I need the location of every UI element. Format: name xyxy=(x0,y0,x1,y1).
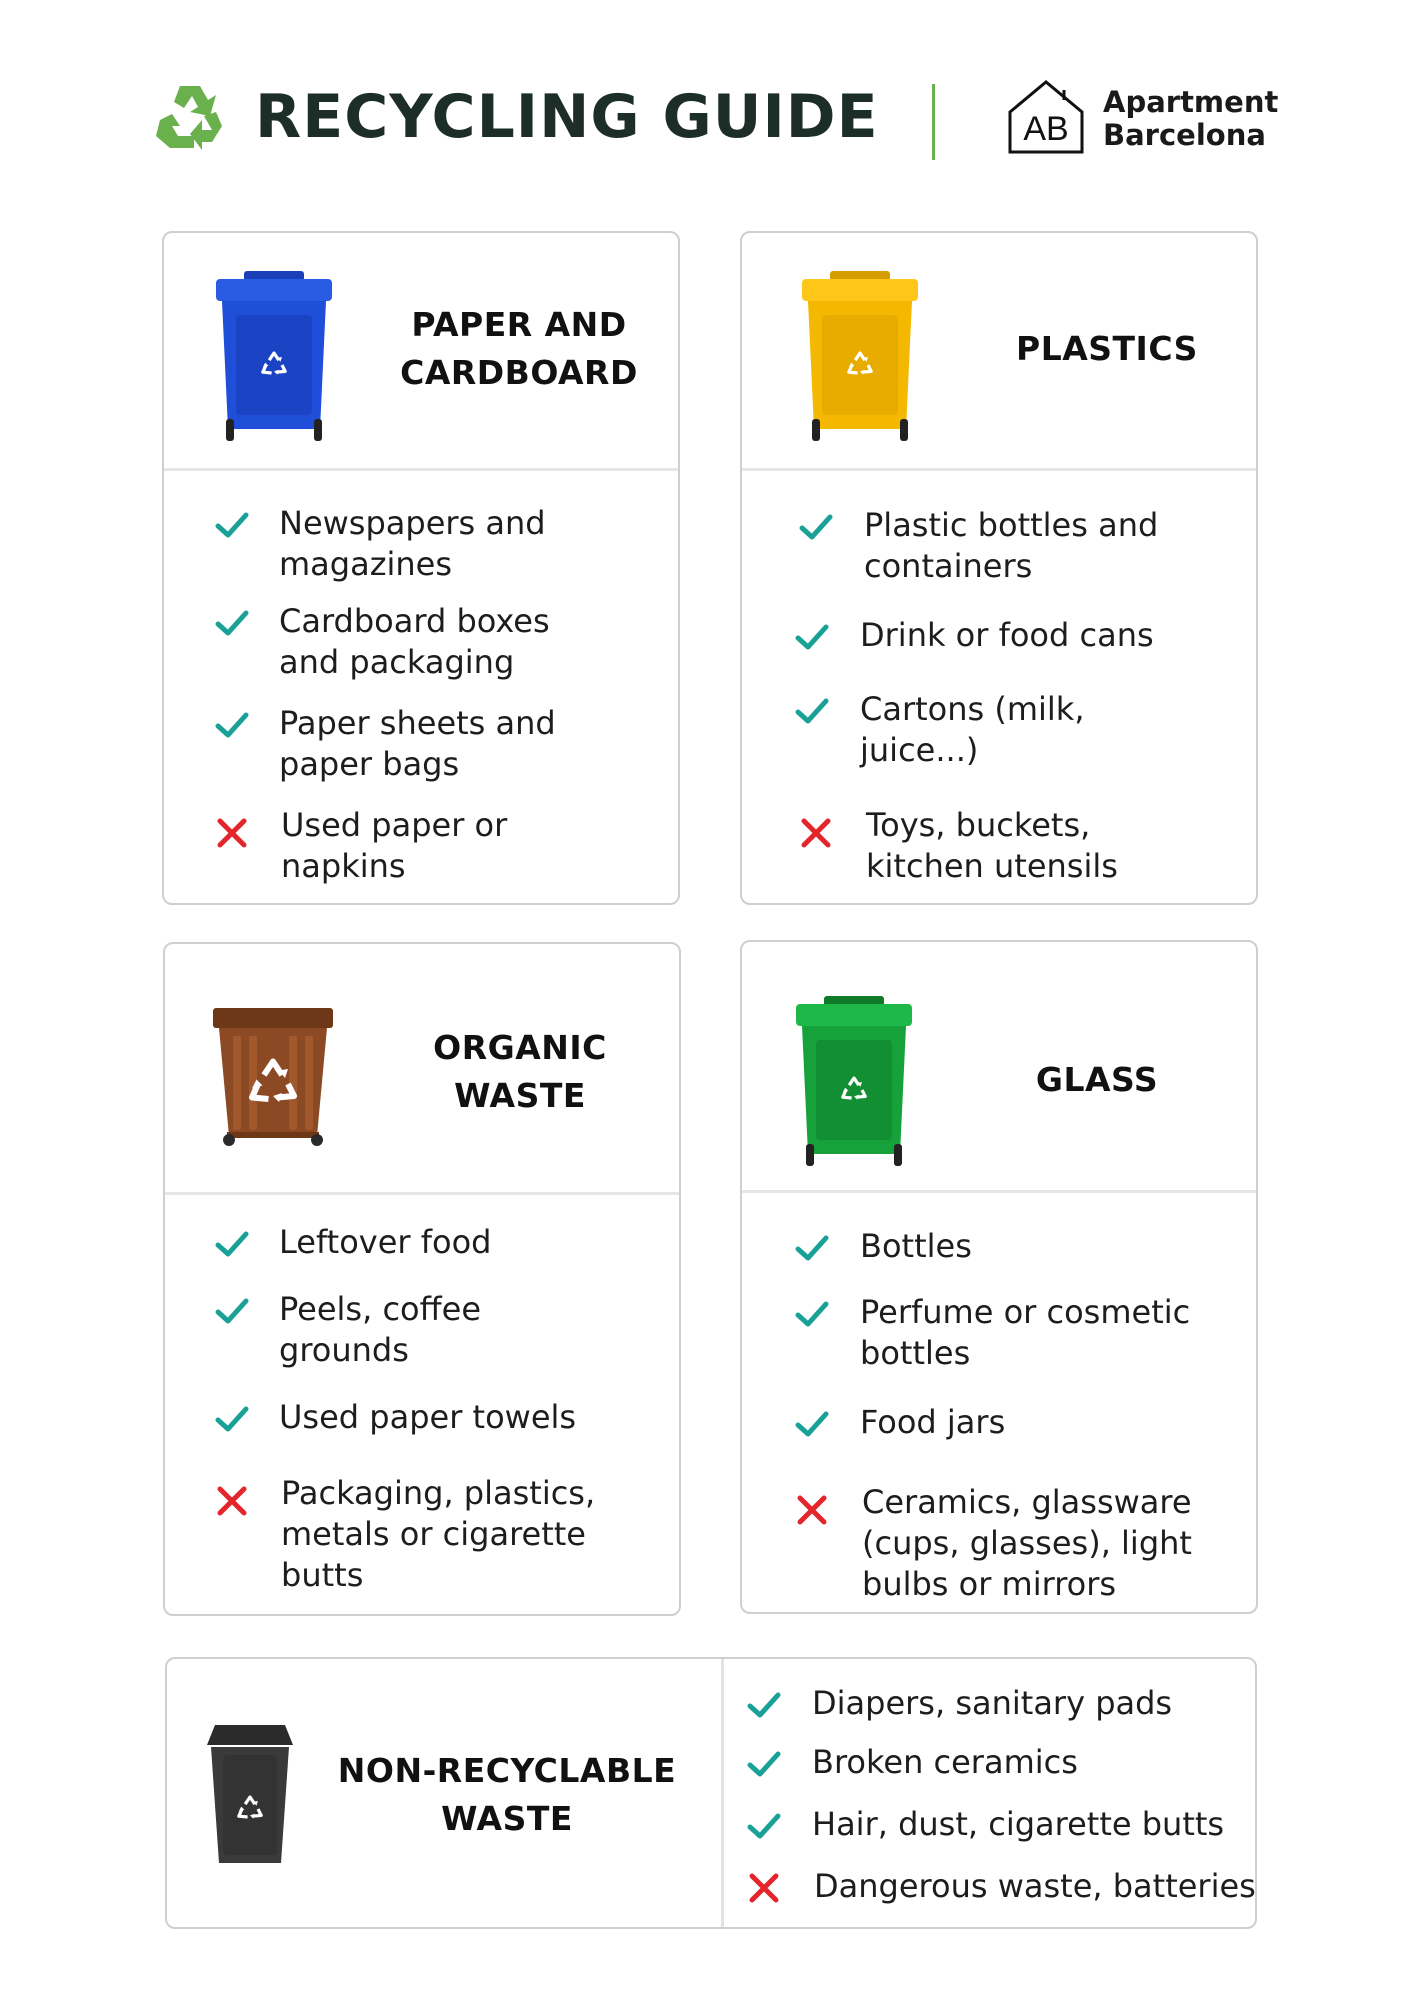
check-icon xyxy=(214,1293,250,1329)
card-divider xyxy=(721,1659,724,1927)
check-icon xyxy=(214,605,250,641)
plastics-card: PLASTICS Plastic bottles and containers Drink or food cans Cartons (milk, juice...) Toys, buckets, kitchen utensils xyxy=(740,231,1258,905)
header-divider xyxy=(932,84,935,160)
brown-bin-icon xyxy=(213,1008,333,1148)
card-header xyxy=(164,233,678,471)
card-header xyxy=(742,233,1256,471)
check-icon xyxy=(794,1230,830,1266)
brand-mark-text: AB xyxy=(1023,110,1069,148)
card-title: NON-RECYCLABLE WASTE xyxy=(337,1751,677,1838)
check-icon xyxy=(798,509,834,545)
recycle-icon xyxy=(150,78,230,158)
check-icon xyxy=(746,1808,782,1844)
brand-house-icon xyxy=(1006,76,1086,156)
card-header xyxy=(165,944,679,1195)
card-title: ORGANIC WASTE xyxy=(433,1028,607,1115)
check-icon xyxy=(794,693,830,729)
check-icon xyxy=(214,507,250,543)
check-icon xyxy=(794,619,830,655)
check-icon xyxy=(746,1687,782,1723)
dark-bin-icon xyxy=(205,1725,295,1865)
check-icon xyxy=(214,707,250,743)
cross-icon xyxy=(746,1870,782,1906)
yellow-bin-icon xyxy=(800,271,920,441)
card-header xyxy=(742,942,1256,1193)
card-title: PLASTICS xyxy=(1016,329,1198,368)
check-icon xyxy=(214,1401,250,1437)
brand-line1: Apartment xyxy=(1103,85,1279,119)
cross-icon xyxy=(214,815,250,851)
organic-card: ORGANIC WASTE Leftover food Peels, coffee grounds Used paper towels Packaging, plastics, metals or cigarette butts xyxy=(163,942,681,1616)
check-icon xyxy=(794,1406,830,1442)
cross-icon xyxy=(794,1492,830,1528)
glass-card: GLASS Bottles Perfume or cosmetic bottles Food jars Ceramics, glassware (cups, glasses), light bulbs or mirrors xyxy=(740,940,1258,1614)
check-icon xyxy=(794,1296,830,1332)
check-icon xyxy=(746,1746,782,1782)
page-title: RECYCLING GUIDE xyxy=(255,82,879,152)
paper-card: PAPER AND CARDBOARD Newspapers and magazines Cardboard boxes and packaging Paper sheets and paper bags Used paper or napkins xyxy=(162,231,680,905)
brand-name xyxy=(1103,86,1278,152)
brand-line2: Barcelona xyxy=(1103,118,1266,152)
green-bin-icon xyxy=(794,996,914,1166)
blue-bin-icon xyxy=(214,271,334,441)
header xyxy=(0,0,1414,200)
nonrecyclable-card: NON-RECYCLABLE WASTE Diapers, sanitary pads Broken ceramics Hair, dust, cigarette butts Dangerous waste, batteries xyxy=(165,1657,1257,1929)
card-title: GLASS xyxy=(1035,1060,1159,1099)
card-title: PAPER AND CARDBOARD xyxy=(400,305,638,392)
check-icon xyxy=(214,1226,250,1262)
cross-icon xyxy=(214,1483,250,1519)
cross-icon xyxy=(798,815,834,851)
